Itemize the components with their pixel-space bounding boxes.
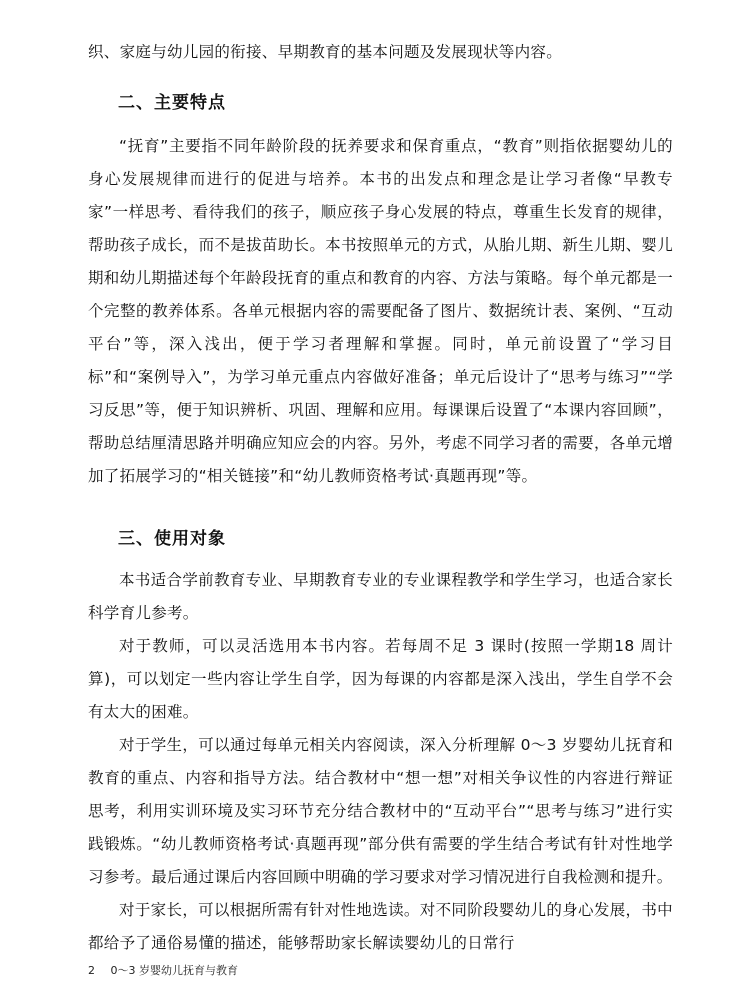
running-book-title: 0～3 岁婴幼儿抚育与教育 [110, 964, 238, 977]
intro-text [88, 36, 673, 69]
audience-paragraph-general: 本书适合学前教育专业、早期教育专业的专业课程教学和学生学习，也适合家长科学育儿参考。 [88, 571, 673, 622]
audience-paragraph-students: 对于学生，可以通过每单元相关内容阅读，深入分析理解 0～3 岁婴幼儿抚育和教育的重点、内容和指导方法。结合教材中“想一想”对相关争议性的内容进行辩证思考，利用实训环境及实习环节充分结合教材中的“互动平台”“思考与练习”进行实践锻炼。“幼儿教师资格考试·真题再现”部分供有需要的学生结合考试有针对性地学习参考。最后通过课后内容回顾中明确的学习要求对学习情况进行自我检测和提升。 [88, 736, 673, 886]
page-footer [88, 962, 238, 978]
audience-paragraph-parents: 对于家长，可以根据所需有针对性地选读。对不同阶段婴幼儿的身心发展，书中都给予了通俗易懂的描述，能够帮助家长解读婴幼儿的日常行 [88, 901, 673, 952]
section-heading-target-audience: 三、使用对象 [118, 529, 226, 549]
page-number: 2 [88, 964, 95, 977]
audience-paragraph-teachers: 对于教师，可以灵活选用本书内容。若每周不足 3 课时(按照一学期18 周计算)，可以划定一些内容让学生自学，因为每课的内容都是深入浅出，学生自学不会有太大的困难。 [88, 637, 673, 721]
main-features-paragraph: “抚育”主要指不同年龄阶段的抚养要求和保育重点，“教育”则指依据婴幼儿的身心发展规律而进行的促进与培养。本书的出发点和理念是让学习者像“早教专家”一样思考、看待我们的孩子，顺应孩子身心发展的特点，尊重生长发育的规律，帮助孩子成长，而不是拔苗助长。本书按照单元的方式，从胎儿期、新生儿期、婴儿期和幼儿期描述每个年龄段抚育的重点和教育的内容、方法与策略。每个单元都是一个完整的教养体系。各单元根据内容的需要配备了图片、数据统计表、案例、“互动平台”等，深入浅出，便于学习者理解和掌握。同时，单元前设置了“学习目标”和“案例导入”，为学习单元重点内容做好准备；单元后设计了“思考与练习”“学习反思”等，便于知识辨析、巩固、理解和应用。每课课后设置了“本课内容回顾”，帮助总结厘清思路并明确应知应会的内容。另外，考虑不同学习者的需要，各单元增加了拓展学习的“相关链接”和“幼儿教师资格考试·真题再现”等。 [88, 137, 673, 485]
section-heading-main-features: 二、主要特点 [118, 93, 226, 113]
section-target-audience-body [88, 564, 673, 960]
intro-paragraph-tail: 织、家庭与幼儿园的衔接、早期教育的基本问题及发展现状等内容。 [88, 43, 563, 61]
section-main-features-body [88, 130, 673, 493]
